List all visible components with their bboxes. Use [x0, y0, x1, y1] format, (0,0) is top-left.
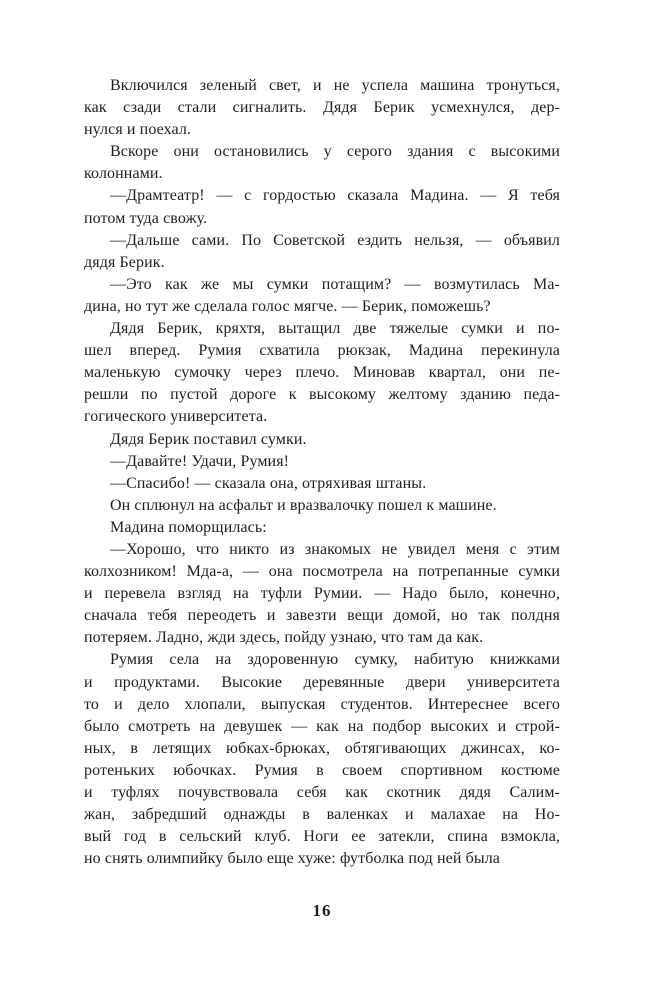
text-line: колхозником! Мда-а, — она посмотрела на потрепанные сумки [84, 563, 560, 581]
text-line: Румия села на здоровенную сумку, набитую книжками [110, 651, 560, 669]
text-line: —Хорошо, что никто из знакомых не увидел меня с этим [110, 540, 560, 558]
text-line: Он сплюнул на асфальт и вразвалочку пошел к машине. [110, 496, 497, 514]
paragraph [84, 539, 560, 649]
text-line: потом туда свожу. [84, 209, 208, 227]
text-line: жан, забредший однажды в валенках и малахае на Но- [84, 806, 560, 824]
paragraph [84, 75, 560, 141]
text-line: ных, в летящих юбках-брюках, обтягивающих джинсах, ко- [84, 739, 560, 757]
paragraph [84, 451, 560, 473]
text-line: —Это как же мы сумки потащим? — возмутилась Ма- [110, 275, 560, 293]
text-line: Дядя Берик поставил сумки. [110, 430, 307, 448]
paragraph [84, 318, 560, 428]
text-line: как сзади стали сигналить. Дядя Берик усмехнулся, дер- [84, 99, 560, 117]
text-line: было смотреть на девушек — как на подбор высоких и строй- [84, 717, 560, 735]
text-line: и продуктами. Высокие деревянные двери университета [84, 673, 560, 691]
paragraph [84, 473, 560, 495]
text-line: дина, но тут же сделала голос мягче. — Берик, поможешь? [84, 297, 491, 315]
text-line: —Дальше сами. По Советской ездить нельзя, — объявил [110, 231, 560, 249]
page-number: 16 [312, 901, 332, 920]
text-line: Мадина поморщилась: [110, 518, 267, 536]
paragraph [84, 649, 560, 870]
text-line: дядя Берик. [84, 253, 165, 271]
paragraph [84, 185, 560, 229]
text-line: но снять олимпийку было еще хуже: футболка под ней была [84, 850, 500, 868]
text-line: решли по пустой дороге к высокому желтому зданию педа- [84, 386, 560, 404]
text-line: ротеньких юбочках. Румия в своем спортивном костюме [84, 761, 560, 779]
text-line: Включился зеленый свет, и не успела машина тронуться, [110, 77, 560, 94]
paragraph [84, 141, 560, 185]
text-line: вый год в сельский клуб. Ноги ее затекли, спина взмокла, [84, 828, 560, 846]
text-line: —Давайте! Удачи, Румия! [110, 452, 290, 470]
paragraph [84, 517, 560, 539]
paragraph [84, 495, 560, 517]
text-line: маленькую сумочку через плечо. Миновав квартал, они пе- [84, 364, 560, 382]
text-line: и перевела взгляд на туфли Румии. — Надо было, конечно, [84, 585, 560, 603]
text-line: гогического университета. [84, 408, 268, 426]
text-block [84, 75, 560, 870]
text-line: шел вперед. Румия схватила рюкзак, Мадина перекинула [84, 342, 560, 360]
text-line: сначала тебя переодеть и завезти вещи домой, но так полдня [84, 607, 560, 625]
text-line: Дядя Берик, кряхтя, вытащил две тяжелые сумки и по- [110, 320, 560, 338]
text-line: и туфлях почувствовала себя как скотник дядя Салим- [84, 784, 560, 801]
paragraph [84, 429, 560, 451]
text-line: то и дело хлопали, выпуская студентов. Интереснее всего [84, 695, 560, 713]
text-line: нулся и поехал. [84, 121, 192, 139]
text-line: колоннами. [84, 165, 163, 183]
paragraph [84, 274, 560, 318]
paragraph [84, 230, 560, 274]
text-line: Вскоре они остановились у серого здания с высокими [110, 143, 560, 161]
text-line: потеряем. Ладно, жди здесь, пойду узнаю, что там да как. [84, 629, 484, 647]
text-line: —Спасибо! — сказала она, отряхивая штаны. [110, 474, 427, 492]
text-line: —Драмтеатр! — с гордостью сказала Мадина. — Я тебя [110, 187, 560, 205]
